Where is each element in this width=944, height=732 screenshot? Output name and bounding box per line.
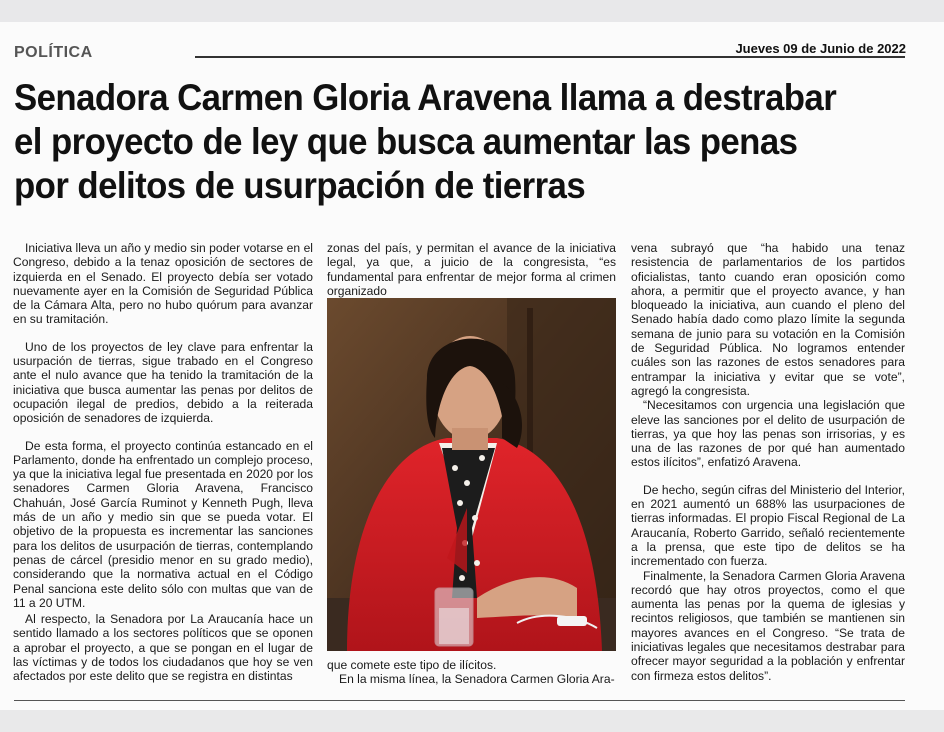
paragraph: Iniciativa lleva un año y medio sin poder votarse en el Congreso, debido a la tenaz oposición de sectores de izquierda en el Senado. El proyecto debía ser votado nuevamente ayer en la Comisión de Seguridad Pública de la Cámara Alta, pero no hubo quórum para avanzar en su tramitación. <box>13 241 313 327</box>
paragraph: zonas del país, y permitan el avance de la iniciativa legal, ya que, a juicio de la congresista, “es fundamental para enfrentar de mejor forma al crimen organizado <box>327 241 616 298</box>
page-top-margin <box>0 0 944 22</box>
article-column-1 <box>13 241 313 684</box>
publication-date: Jueves 09 de Junio de 2022 <box>735 41 906 56</box>
paragraph: De hecho, según cifras del Ministerio del Interior, en 2021 aumentó un 688% las usurpaciones de tierras informadas. El propio Fiscal Regional de La Araucanía, Roberto Garrido, señaló recientemente a la prensa, que este tipo de delitos se ha incrementado con fuerza. <box>631 482 905 569</box>
senator-photo <box>327 298 616 651</box>
paragraph: Finalmente, la Senadora Carmen Gloria Aravena recordó que hay otros proyectos, como el que aumenta las penas por la quema de iglesias y recintos religiosos, que también se mantienen sin mayores avances en el Congreso. “Se trata de iniciativas legales que necesitamos destrabar para ofrecer mayor seguridad a la población y enfrentar con firmeza estos delitos”. <box>631 568 905 683</box>
header-rule <box>195 56 905 58</box>
section-label: POLÍTICA <box>14 44 93 61</box>
paragraph: que comete este tipo de ilícitos. <box>327 658 497 672</box>
paragraph: En la misma línea, la Senadora Carmen Gloria Ara- <box>339 672 615 687</box>
paragraph: Al respecto, la Senadora por La Araucanía hace un sentido llamado a los sectores políticos que se oponen a aprobar el proyecto, a que se pongan en el lugar de las víctimas y de todos los ciudadanos que hoy se ven afectados por este delito que se registra en distintas <box>13 612 313 684</box>
paragraph: “Necesitamos con urgencia una legislación que eleve las sanciones por el delito de usurpación de tierras, ya que hoy las penas son irrisorias, y es una de las razones de por qué han aumentado estos ilícitos”, enfatizó Aravena. <box>631 398 905 470</box>
paragraph: vena subrayó que “ha habido una tenaz resistencia de parlamentarios de los partidos oficialistas, tanto cuando eran oposición como ahora, a permitir que el proyecto avance, y han bloqueado la iniciativa, aun cuando el pleno del Senado había dado como plazo límite la segunda semana de junio para su votación en la Comisión de Seguridad Pública. No logramos entender cuáles son las razones de estos senadores para entrampar la iniciativa y evitar que se vote”, agregó la congresista. <box>631 241 905 398</box>
paragraph: Uno de los proyectos de ley clave para enfrentar la usurpación de tierras, sigue trabado en el Congreso ante el nulo avance que ha tenido la tramitación de la iniciativa que busca aumentar las penas por delitos de ocupación ilegal de predios, debido a la reiterada oposición de senadores de izquierda. <box>13 339 313 426</box>
footer-rule <box>14 700 905 701</box>
article-headline: Senadora Carmen Gloria Aravena llama a destrabar el proyecto de ley que busca aumentar las penas por delitos de usurpación de tierras <box>14 77 837 206</box>
article-column-3 <box>631 241 905 683</box>
paragraph: De esta forma, el proyecto continúa estancado en el Parlamento, donde ha enfrentado un complejo proceso, ya que la iniciativa legal fue presentada en 2020 por los senadores Carmen Gloria Aravena, Francisco Chahuán, José García Ruminot y Kenneth Pugh, lleva más de un año y medio sin que se pueda votar. El objetivo de la propuesta es incrementar las sanciones para los delitos de usurpación de tierras, contemplando penas de cárcel (presidio menor en su grado medio), considerando que la normativa actual en el Código Penal sanciona este delito sólo con multas que van de 11 a 20 UTM. <box>13 438 313 610</box>
article-column-2-bottom <box>327 658 616 687</box>
article-column-2-top <box>327 241 616 298</box>
